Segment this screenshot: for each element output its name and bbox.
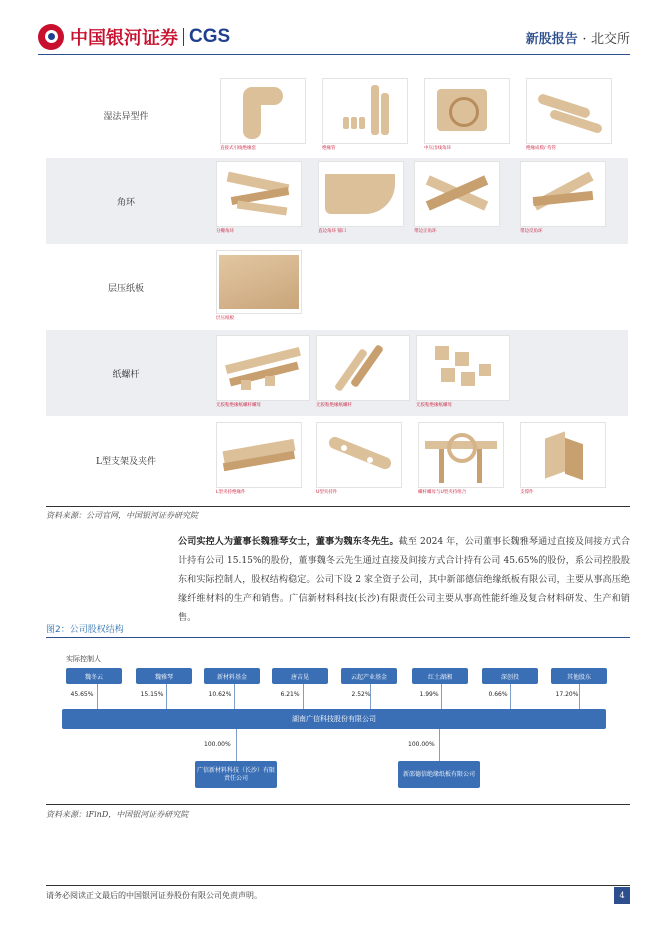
product-row-l-bracket: [46, 416, 628, 504]
shareholder-box: 新材料基金: [204, 668, 260, 684]
company-box: 湖南广信科技股份有限公司: [62, 709, 606, 729]
product-caption: 带边正角环: [414, 229, 437, 234]
product-row-angle-ring: [46, 158, 628, 244]
product-caption: U型夹持件: [316, 490, 338, 495]
paragraph-lead: 公司实控人为董事长魏雅琴女士，董事为魏东冬先生。: [178, 536, 399, 547]
shareholding-pct: 2.52%: [351, 691, 371, 698]
connector-line: [439, 729, 440, 761]
product-caption: 层压纸板: [216, 316, 234, 321]
source-note: 资料来源：iFinD，中国银河证券研究院: [46, 810, 189, 819]
product-image: [216, 250, 302, 314]
product-row-label: L型支架及夹件: [96, 456, 156, 467]
report-category: [526, 28, 630, 47]
product-image: [526, 78, 612, 144]
shareholding-pct: 0.66%: [488, 691, 508, 698]
product-image: [216, 335, 310, 401]
product-image: [418, 422, 504, 488]
shareholding-pct: 15.15%: [140, 691, 164, 698]
product-caption: 分瓣角环: [216, 229, 234, 234]
source-note: 资料来源：公司官网，中国银河证券研究院: [46, 511, 198, 520]
product-caption: 绝缘成模/ 弯管: [526, 146, 556, 151]
product-image: [220, 78, 306, 144]
shareholder-box: 深创投: [482, 668, 538, 684]
shareholder-box: 其他股东: [551, 668, 607, 684]
product-row-wet-shaped: [46, 72, 628, 158]
product-image: [316, 422, 402, 488]
subsidiary-pct: 100.00%: [204, 741, 231, 748]
product-image: [520, 161, 606, 227]
figure-title: 图2：公司股权结构: [46, 625, 124, 635]
product-image: [216, 161, 302, 227]
product-item: [520, 161, 606, 234]
product-item: [414, 161, 500, 234]
product-caption: 绝缘管: [322, 146, 336, 151]
product-item: [216, 250, 302, 321]
subsidiary-box: 新邵德信绝缘纸板有限公司: [398, 761, 480, 788]
report-type: 新股报告: [525, 32, 578, 47]
product-image: [322, 78, 408, 144]
product-caption: 直接式引线绝缘套: [220, 146, 256, 151]
shareholder-box: 唐吉晃: [272, 668, 328, 684]
shareholding-pct: 45.65%: [70, 691, 94, 698]
product-item: [220, 78, 306, 151]
product-item: [322, 78, 408, 151]
product-item: [216, 161, 302, 234]
org-chart-title: 实际控制人: [66, 655, 101, 663]
product-row-label: 湿法异型件: [103, 111, 149, 122]
product-row-label: 纸螺杆: [112, 369, 140, 380]
report-market: 北交所: [590, 32, 630, 47]
body-paragraph: [178, 532, 630, 628]
product-item: [318, 161, 404, 234]
product-item: [526, 78, 612, 151]
product-item: [316, 422, 402, 495]
shareholding-pct: 6.21%: [280, 691, 300, 698]
product-row-laminated-board: [46, 244, 628, 330]
subsidiary-box: 广信新材料科技（长沙）有限责任公司: [195, 761, 277, 788]
product-image: [414, 161, 500, 227]
company-logo: [38, 24, 230, 50]
product-caption: 直边角环 铺口: [318, 229, 347, 234]
product-image: [216, 422, 302, 488]
table-bottom-rule: [46, 506, 630, 507]
shareholder-box: 红土湖湘: [412, 668, 468, 684]
figure-bottom-rule: [46, 804, 630, 805]
product-item: [520, 422, 606, 495]
figure-title-rule: [46, 637, 630, 638]
shareholder-box: 云起产业基金: [341, 668, 397, 684]
header-dot: ·: [582, 32, 587, 47]
product-caption: 带边反角环: [520, 229, 543, 234]
connector-line: [236, 729, 237, 761]
product-image: [316, 335, 410, 401]
product-row-paper-screw: [46, 330, 628, 416]
shareholding-pct: 1.99%: [419, 691, 439, 698]
product-caption: 支撑件: [520, 490, 534, 495]
shareholding-pct: 10.62%: [208, 691, 232, 698]
product-item: [424, 78, 510, 151]
product-image: [520, 422, 606, 488]
product-image: [318, 161, 404, 227]
product-item: [418, 422, 504, 495]
header-rule: [38, 54, 630, 55]
logo-text-en: CGS: [189, 26, 231, 47]
shareholding-pct: 17.20%: [555, 691, 579, 698]
logo-mark-icon: [38, 24, 64, 50]
product-item: [416, 335, 512, 408]
product-caption: 无胶粘绝缘纸螺母: [416, 403, 452, 408]
logo-separator: [183, 28, 184, 46]
shareholder-box: 魏雅琴: [136, 668, 192, 684]
footer-disclaimer: 请务必阅读正文最后的中国银河证券股份有限公司免责声明。: [46, 891, 262, 900]
product-image: [424, 78, 510, 144]
product-item: [216, 335, 312, 408]
product-caption: 螺杆螺母与U型夹持组合: [418, 490, 467, 495]
product-caption: L型夹持绝缘件: [216, 490, 246, 495]
subsidiary-pct: 100.00%: [408, 741, 435, 748]
product-row-label: 角环: [116, 197, 135, 208]
product-image: [416, 335, 510, 401]
page-number: 4: [614, 887, 630, 904]
product-item: [316, 335, 412, 408]
shareholder-box: 魏冬云: [66, 668, 122, 684]
product-row-label: 层压纸板: [107, 283, 144, 294]
logo-text-cn: 中国银河证券: [70, 28, 178, 49]
product-caption: 中压出线角环: [424, 146, 451, 151]
product-item: [216, 422, 302, 495]
product-caption: 无胶粘绝缘纸螺杆螺母: [216, 403, 261, 408]
product-caption: 无胶粘绝缘纸螺杆: [316, 403, 352, 408]
footer-rule: [46, 885, 630, 886]
paragraph-text: 截至 2024 年，公司董事长魏雅琴通过直接及间接方式合计持有公司 15.15%的股份，董事魏冬云先生通过直接及间接方式合计持有公司 45.65%的股份，系公司控股股东和实际控制人，股权结构稳定。公司下设 2 家全资子公司，其中新部德信绝缘纸板有限公司，主要从事高压绝缘纤维材料的生产和销售。广信新材料科技(长沙)有限责任公司主要从事高性能纤维及复合材料研发、生产和销售。: [178, 537, 630, 623]
